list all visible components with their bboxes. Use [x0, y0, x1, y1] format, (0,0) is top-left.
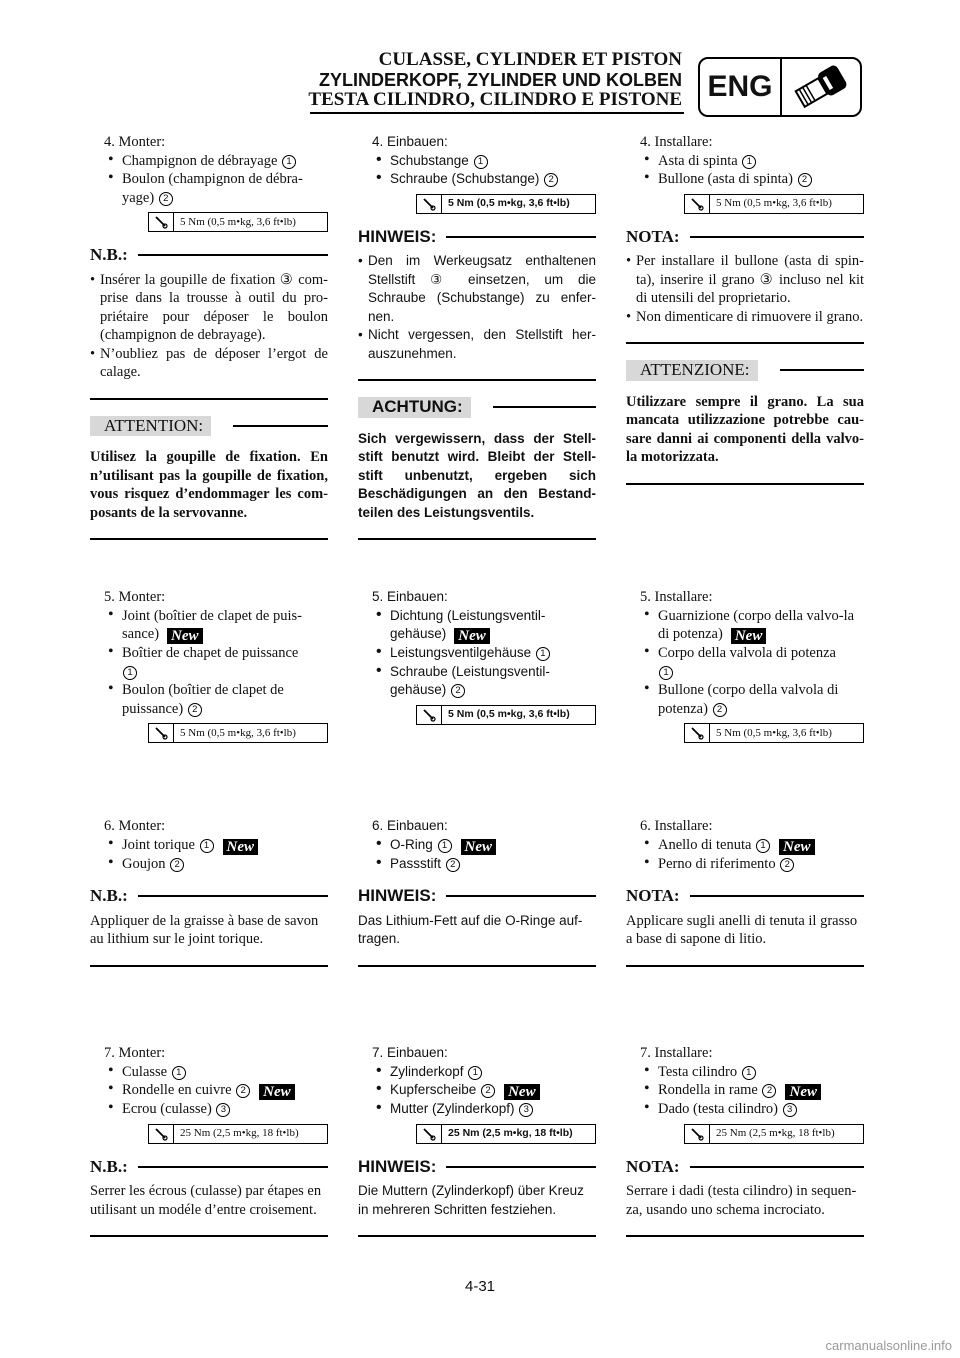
attention-end-rule	[90, 538, 328, 540]
section-title	[308, 50, 682, 110]
de-step-5	[358, 588, 596, 725]
list-item: • Mutter (Zylinderkopf) 3	[390, 1100, 596, 1119]
step-label: 5. Monter:	[104, 589, 166, 605]
torque-spec: 5 Nm (0,5 m•kg, 3,6 ft•lb)	[148, 212, 328, 232]
attention-text: Utilisez la goupille de fixation. En n’utilisant pas la goupille de fixation, vous risquez d’endommager les com-posants de la servovanne.	[90, 449, 328, 521]
attention-end-rule	[358, 538, 596, 540]
note-end-rule	[90, 965, 328, 967]
torque-wrench-icon	[685, 724, 710, 742]
note-header: NOTA:	[626, 887, 864, 906]
it-step-6	[626, 817, 864, 967]
note-header: N.B.:	[90, 1158, 328, 1177]
step-label: 6. Einbauen:	[372, 818, 448, 833]
fr-step-6	[90, 817, 328, 967]
step-label: 4. Monter:	[104, 134, 166, 150]
new-part-badge: New	[454, 628, 490, 644]
new-part-badge: New	[779, 839, 815, 855]
note-end-rule	[626, 965, 864, 967]
note-end-rule	[626, 1235, 864, 1237]
list-item: • Joint torique 1 New	[122, 836, 328, 855]
watermark[interactable]: carmanualsonline.info	[825, 1338, 952, 1353]
it-step-4	[626, 133, 864, 485]
list-item: • Ecrou (culasse) 3	[122, 1100, 328, 1119]
note-text: Appliquer de la graisse à base de savon au lithium sur le joint torique.	[90, 912, 319, 947]
torque-wrench-icon	[417, 706, 442, 724]
list-item: • Boulon (champignon de débra-yage) 2	[122, 170, 328, 207]
list-item: • Joint (boîtier de clapet de puis-sance) New	[122, 607, 328, 645]
torque-wrench-icon	[417, 1125, 442, 1143]
step-label: 5. Einbauen:	[372, 589, 448, 604]
note-end-rule	[358, 1235, 596, 1237]
note-text: Serrer les écrous (culasse) par étapes en utilisant un modéle d’entre croisement.	[90, 1183, 322, 1218]
torque-wrench-icon	[685, 195, 710, 213]
list-item: • Guarnizione (corpo della valvo-la di potenza) New	[658, 607, 864, 645]
de-step-4	[358, 133, 596, 540]
list-item: • Passstift 2	[390, 855, 596, 874]
list-item: • Perno di riferimento 2	[658, 855, 864, 874]
list-item: • Anello di tenuta 1 New	[658, 836, 864, 855]
new-part-badge: New	[731, 628, 767, 644]
attention-header: ACHTUNG:	[358, 397, 596, 418]
note-text: Die Muttern (Zylinderkopf) über Kreuz in mehreren Schritten festziehen.	[358, 1183, 584, 1217]
note-item: • Insérer la goupille de fixation ③ com-prise dans la trousse à outil du pro-priétaire pour déposer le boulon (champignon de debrayage).	[100, 271, 328, 345]
list-item: • Testa cilindro 1	[658, 1063, 864, 1082]
attention-text: Sich vergewissern, dass der Stell-stift benutzt wird. Bleibt der Stell-stift unbenutzt, ergeben sich Beschädigungen an den Bestand-teilen des Leistungsventils.	[358, 430, 596, 520]
attention-text: Utilizzare sempre il grano. La sua mancata utilizzazione potrebbe cau-sare danni ai componenti della valvo-la motorizzata.	[626, 393, 864, 465]
list-item: • Champignon de débrayage 1	[122, 152, 328, 171]
it-step-7	[626, 1044, 864, 1237]
header-rule	[310, 112, 684, 114]
note-text: Applicare sugli anelli di tenuta il grasso a base di sapone di litio.	[626, 912, 858, 947]
list-item: • Schubstange 1	[390, 152, 596, 171]
fr-step-4	[90, 133, 328, 540]
list-item: • Bullone (corpo della valvola di potenza) 2	[658, 681, 864, 718]
title-de: ZYLINDERKOPF, ZYLINDER UND KOLBEN	[318, 70, 682, 90]
title-fr: CULASSE, CYLINDER ET PISTON	[378, 49, 682, 70]
note-header: NOTA:	[626, 1158, 864, 1177]
step-label: 4. Einbauen:	[372, 134, 448, 149]
torque-spec: 5 Nm (0,5 m•kg, 3,6 ft•lb)	[416, 194, 596, 214]
de-step-7	[358, 1044, 596, 1237]
new-part-badge: New	[461, 839, 497, 855]
step-label: 7. Installare:	[640, 1045, 713, 1061]
torque-spec: 25 Nm (2,5 m•kg, 18 ft•lb)	[148, 1124, 328, 1144]
new-part-badge: New	[504, 1084, 540, 1100]
list-item: • Schraube (Leistungsventil-gehäuse) 2	[390, 663, 596, 700]
chapter-badge-label: ENG	[700, 59, 782, 115]
torque-spec: 5 Nm (0,5 m•kg, 3,6 ft•lb)	[684, 723, 864, 743]
list-item: • Rondelle en cuivre 2 New	[122, 1081, 328, 1100]
note-item: • Den im Werkeugsatz enthaltenen Stellstift ③ einsetzen, um die Schraube (Schubstange) zu enfer-nen.	[368, 252, 596, 326]
note-end-rule	[358, 965, 596, 967]
note-end-rule	[358, 379, 596, 381]
note-item: • Non dimenticare di rimuovere il grano.	[636, 308, 864, 327]
title-it: TESTA CILINDRO, CILINDRO E PISTONE	[308, 89, 682, 110]
list-item: • Schraube (Schubstange) 2	[390, 170, 596, 189]
list-item: • Dado (testa cilindro) 3	[658, 1100, 864, 1119]
de-step-6	[358, 817, 596, 967]
torque-spec: 5 Nm (0,5 m•kg, 3,6 ft•lb)	[684, 194, 864, 214]
engine-piston-icon	[782, 59, 860, 115]
attention-header: ATTENTION:	[90, 416, 328, 437]
note-header: HINWEIS:	[358, 228, 596, 247]
note-header: HINWEIS:	[358, 887, 596, 906]
list-item: • Rondella in rame 2 New	[658, 1081, 864, 1100]
step-label: 7. Monter:	[104, 1045, 166, 1061]
step-label: 5. Installare:	[640, 589, 713, 605]
list-item: • Bullone (asta di spinta) 2	[658, 170, 864, 189]
fr-step-7	[90, 1044, 328, 1237]
new-part-badge: New	[223, 839, 259, 855]
list-item: • Goujon 2	[122, 855, 328, 874]
torque-spec: 5 Nm (0,5 m•kg, 3,6 ft•lb)	[416, 705, 596, 725]
list-item: • Boulon (boîtier de clapet de puissance) 2	[122, 681, 328, 718]
new-part-badge: New	[785, 1084, 821, 1100]
torque-wrench-icon	[685, 1125, 710, 1143]
note-header: HINWEIS:	[358, 1158, 596, 1177]
note-end-rule	[90, 398, 328, 400]
list-item: • O-Ring 1 New	[390, 836, 596, 855]
note-text: Das Lithium-Fett auf die O-Ringe auf-tragen.	[358, 912, 583, 946]
list-item: • Kupferscheibe 2 New	[390, 1081, 596, 1100]
list-item: • Corpo della valvola di potenza 1	[658, 644, 864, 681]
torque-spec: 25 Nm (2,5 m•kg, 18 ft•lb)	[684, 1124, 864, 1144]
list-item: • Zylinderkopf 1	[390, 1063, 596, 1082]
list-item: • Asta di spinta 1	[658, 152, 864, 171]
torque-spec: 5 Nm (0,5 m•kg, 3,6 ft•lb)	[148, 723, 328, 743]
note-header: N.B.:	[90, 887, 328, 906]
page-number: 4-31	[464, 1278, 496, 1295]
torque-spec: 25 Nm (2,5 m•kg, 18 ft•lb)	[416, 1124, 596, 1144]
note-end-rule	[90, 1235, 328, 1237]
note-header: NOTA:	[626, 228, 864, 247]
fr-step-5	[90, 588, 328, 743]
note-item: • N’oubliez pas de déposer l’ergot de calage.	[100, 345, 328, 382]
new-part-badge: New	[259, 1084, 295, 1100]
torque-wrench-icon	[417, 195, 442, 213]
step-label: 6. Installare:	[640, 818, 713, 834]
note-text: Serrare i dadi (testa cilindro) in sequen-za, usando uno schema incrociato.	[626, 1183, 857, 1218]
list-item: • Dichtung (Leistungsventil-gehäuse) New	[390, 607, 596, 645]
list-item: • Boîtier de chapet de puissance 1	[122, 644, 328, 681]
torque-wrench-icon	[149, 1125, 174, 1143]
step-label: 7. Einbauen:	[372, 1045, 448, 1060]
attention-end-rule	[626, 483, 864, 485]
note-item: • Nicht vergessen, den Stellstift her-auszunehmen.	[368, 326, 596, 363]
note-item: • Per installare il bullone (asta di spin-ta), inserire il grano ③ incluso nel kit di utensili del proprietario.	[636, 252, 864, 308]
torque-wrench-icon	[149, 213, 174, 231]
chapter-badge	[698, 57, 862, 117]
torque-wrench-icon	[149, 724, 174, 742]
note-header: N.B.:	[90, 246, 328, 265]
list-item: • Culasse 1	[122, 1063, 328, 1082]
new-part-badge: New	[167, 628, 203, 644]
it-step-5	[626, 588, 864, 743]
step-label: 4. Installare:	[640, 134, 713, 150]
attention-header: ATTENZIONE:	[626, 360, 864, 381]
step-label: 6. Monter:	[104, 818, 166, 834]
note-end-rule	[626, 342, 864, 344]
list-item: • Leistungsventilgehäuse 1	[390, 644, 596, 663]
